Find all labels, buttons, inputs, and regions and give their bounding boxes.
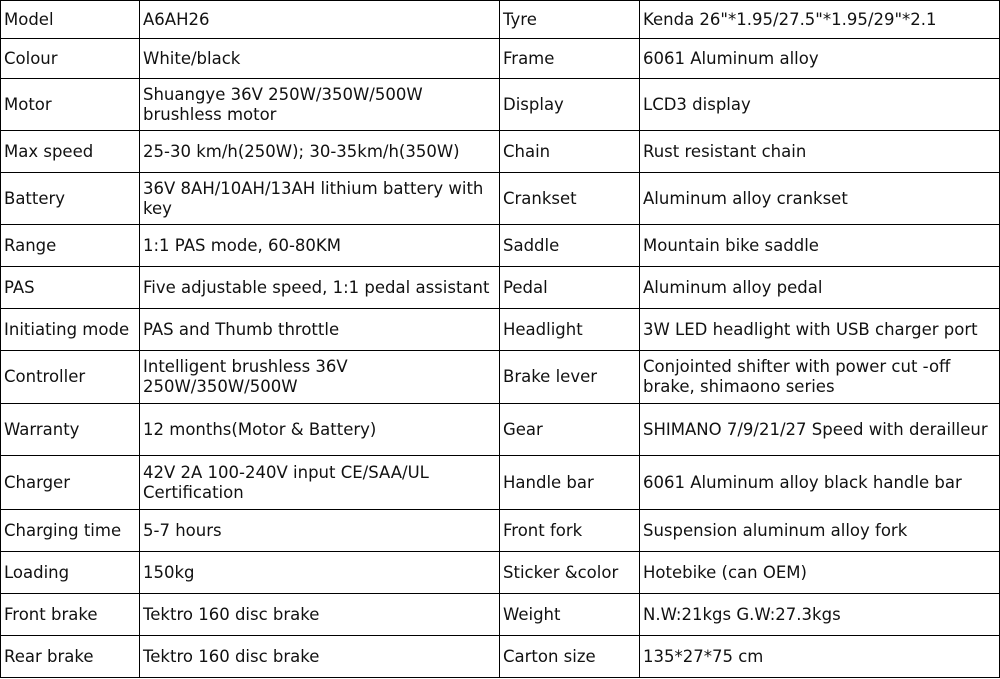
spec-value: 36V 8AH/10AH/13AH lithium battery with key — [140, 173, 500, 225]
spec-row — [1, 39, 1000, 79]
spec-label: Frame — [500, 39, 640, 79]
spec-value: PAS and Thumb throttle — [140, 309, 500, 351]
spec-label: Colour — [1, 39, 140, 79]
spec-label: Motor — [1, 79, 140, 131]
spec-label: Crankset — [500, 173, 640, 225]
spec-row — [1, 636, 1000, 678]
spec-value: Five adjustable speed, 1:1 pedal assistant — [140, 267, 500, 309]
spec-value: 3W LED headlight with USB charger port — [640, 309, 1000, 351]
spec-label: Front brake — [1, 594, 140, 636]
spec-label: Model — [1, 1, 140, 39]
spec-row — [1, 131, 1000, 173]
spec-label: Front fork — [500, 510, 640, 552]
spec-label: Carton size — [500, 636, 640, 678]
spec-row — [1, 225, 1000, 267]
spec-value: 135*27*75 cm — [640, 636, 1000, 678]
spec-value: Shuangye 36V 250W/350W/500W brushless motor — [140, 79, 500, 131]
spec-value: 25-30 km/h(250W); 30-35km/h(350W) — [140, 131, 500, 173]
spec-row — [1, 404, 1000, 456]
spec-value: 42V 2A 100-240V input CE/SAA/UL Certification — [140, 456, 500, 510]
spec-row — [1, 552, 1000, 594]
spec-value: Tektro 160 disc brake — [140, 594, 500, 636]
spec-value: 6061 Aluminum alloy — [640, 39, 1000, 79]
spec-value: A6AH26 — [140, 1, 500, 39]
spec-value: 12 months(Motor & Battery) — [140, 404, 500, 456]
spec-value: SHIMANO 7/9/21/27 Speed with derailleur — [640, 404, 1000, 456]
spec-value: White/black — [140, 39, 500, 79]
spec-row — [1, 456, 1000, 510]
spec-value: Kenda 26"*1.95/27.5"*1.95/29"*2.1 — [640, 1, 1000, 39]
spec-row — [1, 510, 1000, 552]
spec-row — [1, 173, 1000, 225]
spec-label: Range — [1, 225, 140, 267]
spec-row — [1, 351, 1000, 404]
spec-label: PAS — [1, 267, 140, 309]
spec-label: Battery — [1, 173, 140, 225]
spec-row — [1, 594, 1000, 636]
spec-value: 150kg — [140, 552, 500, 594]
spec-value: Suspension aluminum alloy fork — [640, 510, 1000, 552]
spec-label: Chain — [500, 131, 640, 173]
spec-label: Charging time — [1, 510, 140, 552]
spec-label: Warranty — [1, 404, 140, 456]
spec-label: Display — [500, 79, 640, 131]
spec-label: Sticker &color — [500, 552, 640, 594]
spec-value: 5-7 hours — [140, 510, 500, 552]
spec-row — [1, 309, 1000, 351]
spec-value: Aluminum alloy crankset — [640, 173, 1000, 225]
spec-value: 6061 Aluminum alloy black handle bar — [640, 456, 1000, 510]
spec-row — [1, 79, 1000, 131]
spec-value: Intelligent brushless 36V 250W/350W/500W — [140, 351, 500, 404]
spec-value: LCD3 display — [640, 79, 1000, 131]
spec-label: Headlight — [500, 309, 640, 351]
spec-label: Gear — [500, 404, 640, 456]
spec-label: Charger — [1, 456, 140, 510]
spec-label: Saddle — [500, 225, 640, 267]
spec-value: Rust resistant chain — [640, 131, 1000, 173]
spec-label: Rear brake — [1, 636, 140, 678]
spec-row — [1, 1, 1000, 39]
spec-value: Aluminum alloy pedal — [640, 267, 1000, 309]
spec-label: Max speed — [1, 131, 140, 173]
spec-row — [1, 267, 1000, 309]
spec-label: Controller — [1, 351, 140, 404]
spec-label: Pedal — [500, 267, 640, 309]
spec-label: Weight — [500, 594, 640, 636]
spec-value: Tektro 160 disc brake — [140, 636, 500, 678]
spec-value: N.W:21kgs G.W:27.3kgs — [640, 594, 1000, 636]
spec-label: Brake lever — [500, 351, 640, 404]
spec-label: Loading — [1, 552, 140, 594]
spec-value: 1:1 PAS mode, 60-80KM — [140, 225, 500, 267]
spec-value: Hotebike (can OEM) — [640, 552, 1000, 594]
spec-value: Conjointed shifter with power cut -off brake, shimaono series — [640, 351, 1000, 404]
spec-label: Tyre — [500, 1, 640, 39]
spec-value: Mountain bike saddle — [640, 225, 1000, 267]
spec-table-body — [1, 1, 1000, 678]
spec-label: Initiating mode — [1, 309, 140, 351]
spec-label: Handle bar — [500, 456, 640, 510]
